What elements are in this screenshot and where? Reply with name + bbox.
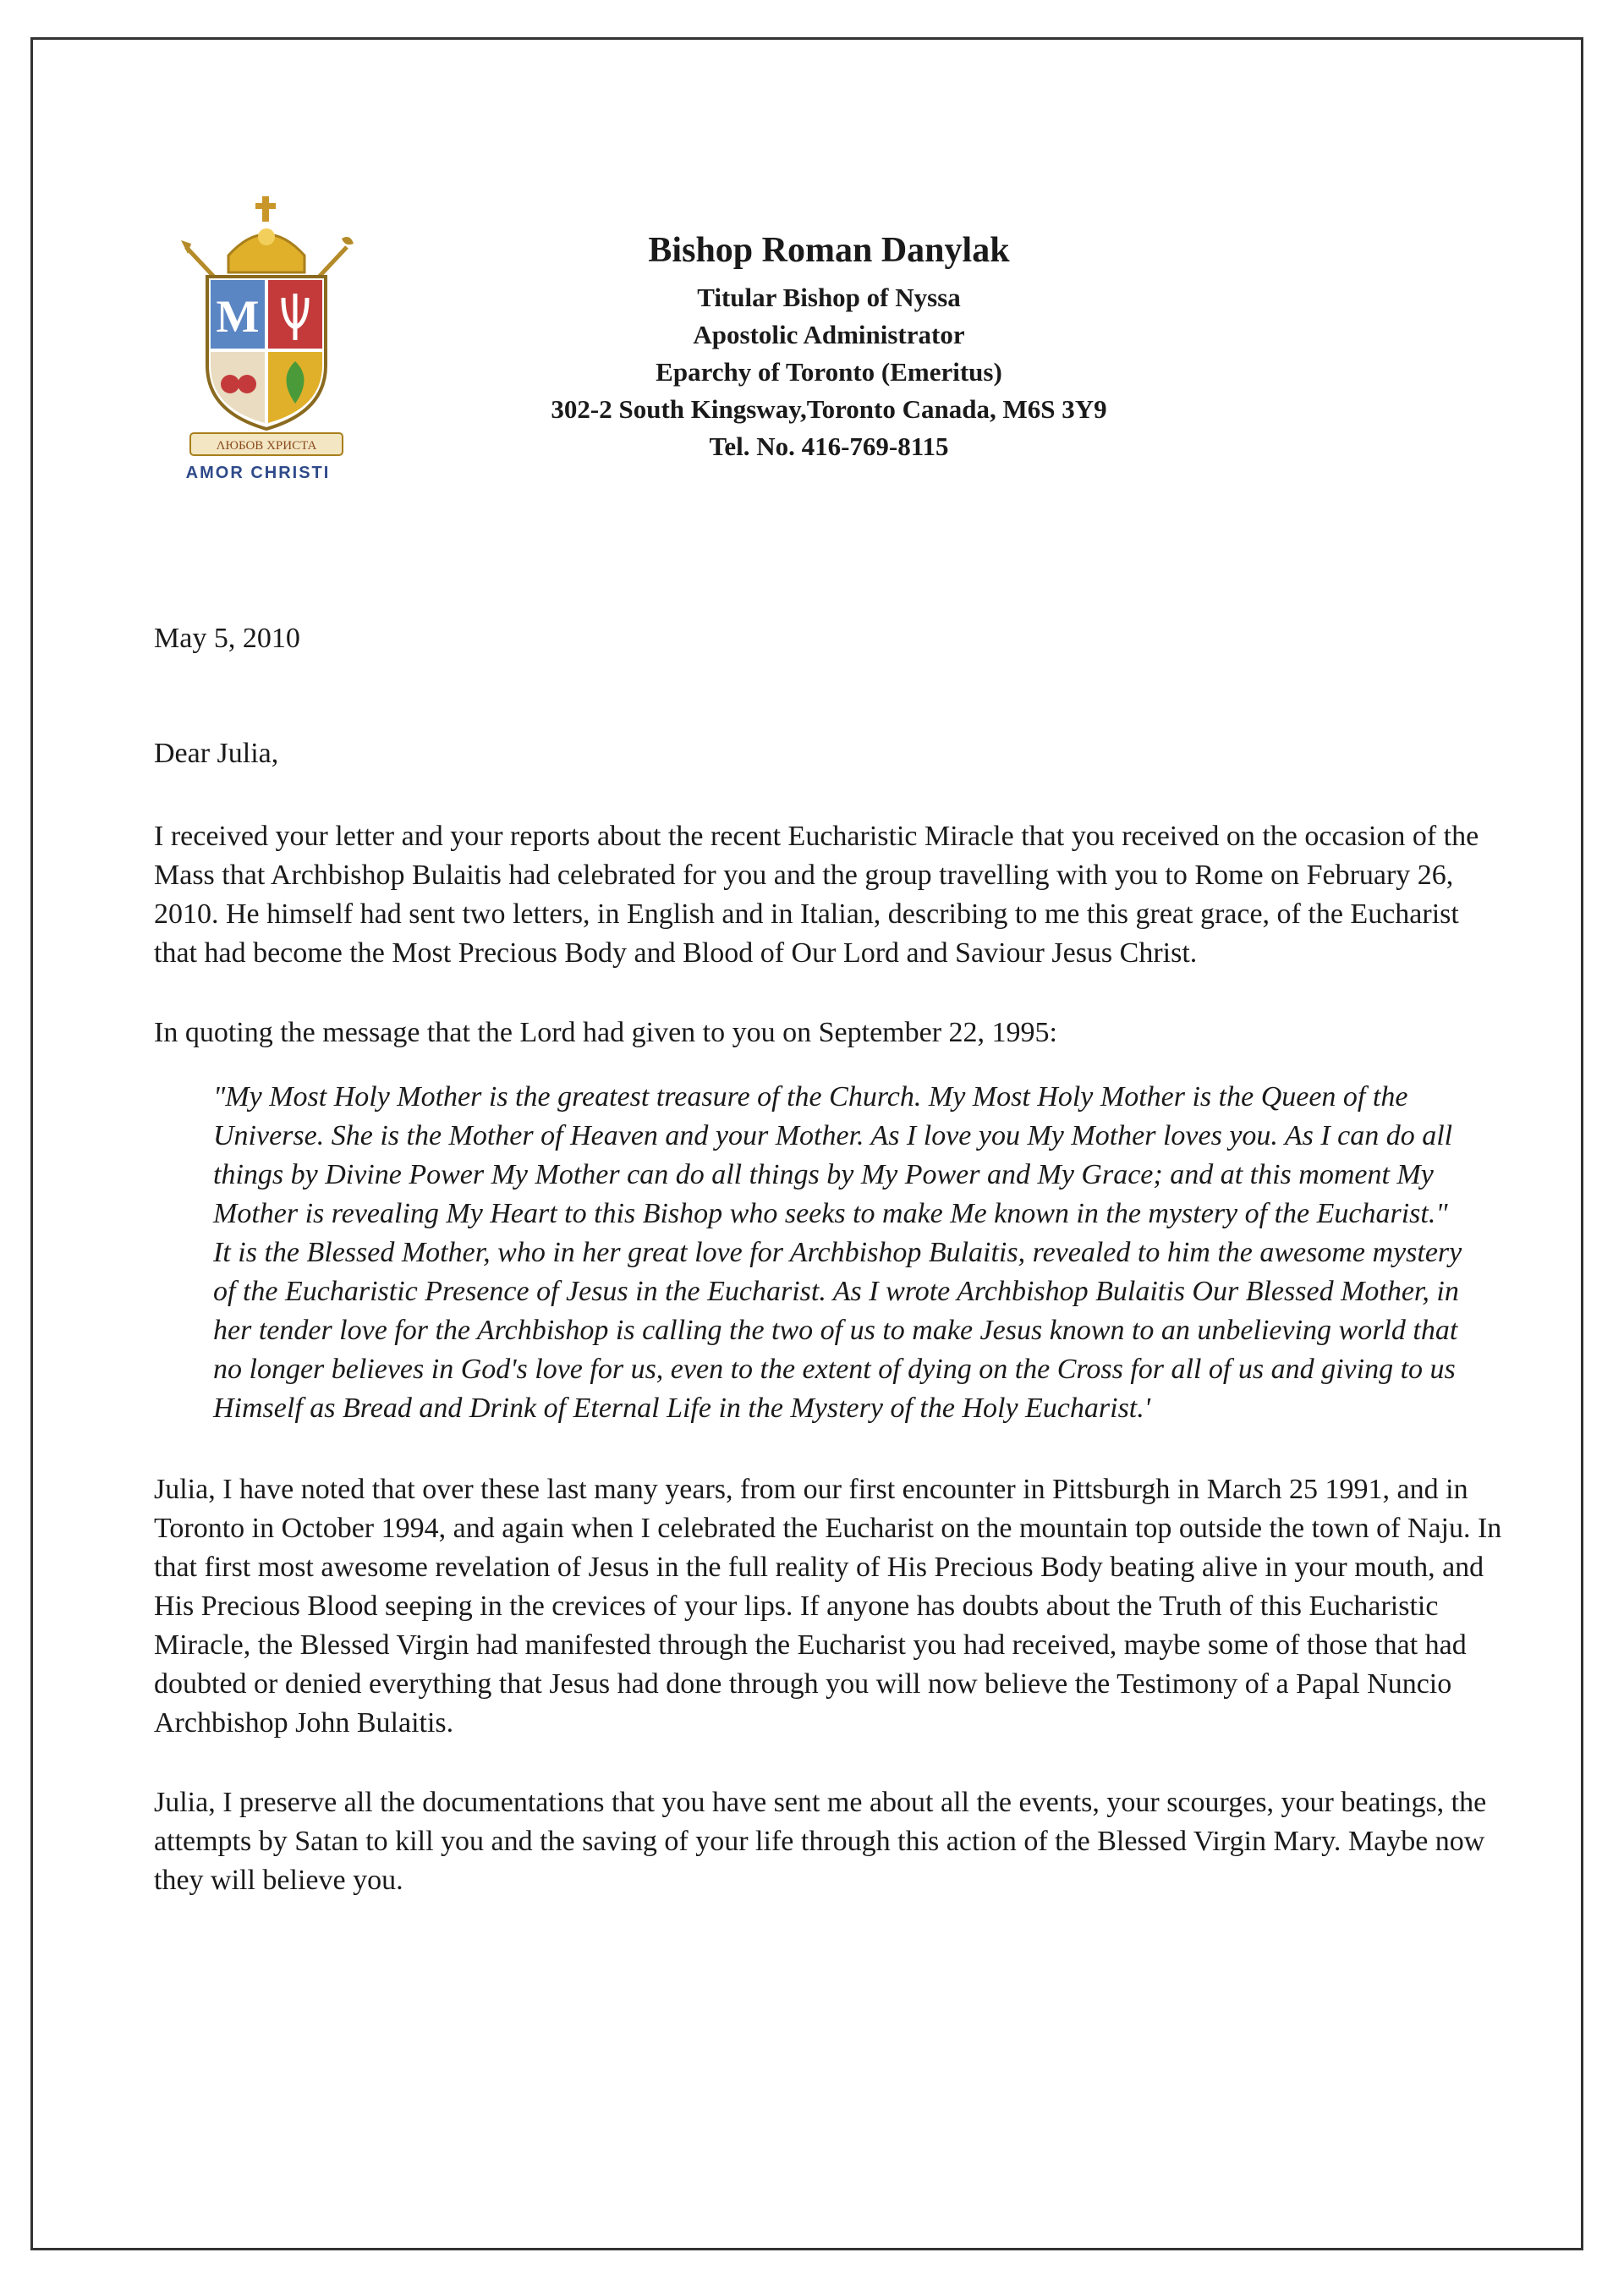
letter-body bbox=[154, 619, 1507, 1941]
letter-quote: "My Most Holy Mother is the greatest treasure of the Church. My Most Holy Mother is the Queen of the Universe. She is the Mother of Heaven and your Mother. As I love you My Mother loves you. As I can do all things by Divine Power My Mother can do all things by My Power and My Grace; and at this moment My Mother is revealing My Heart to this Bishop who seeks to make Me known in the mystery of the Eucharist." It is the Blessed Mother, who in her great love for Archbishop Bulaitis, revealed to him the awesome mystery of the Eucharistic Presence of Jesus in the Eucharist. As I wrote Archbishop Bulaitis Our Blessed Mother, in her tender love for the Archbishop is calling the two of us to make Jesus known to an unbelieving world that no longer believes in God's love for us, even to the extent of dying on the Cross for all of us and giving to us Himself as Bread and Drink of Eternal Life in the Mystery of the Holy Eucharist.' bbox=[213, 1081, 1462, 1424]
sender-name: Bishop Roman Danylak bbox=[648, 231, 1010, 270]
letter-paragraph-2: Julia, I have noted that over these last many years, from our first encounter in Pittsburgh in March 25 1991, and in Toronto in October 1994, and again when I celebrated the Eucharist on the mountain top outside the town of Naju. In that first most awesome revelation of Jesus in the full reality of His Precious Body beating alive in your mouth, and His Precious Blood seeping in the crevices of your lips. If anyone has doubts about the Truth of this Eucharistic Miracle, the Blessed Virgin had manifested through the Eucharist you had received, maybe some of those that had doubted or denied everything that Jesus had done through you will now believe the Testimony of a Papal Nuncio Archbishop John Bulaitis. bbox=[154, 1474, 1502, 1739]
letter-paragraph-3: Julia, I preserve all the documentations that you have sent me about all the events, your scourges, your beatings, the attempts by Satan to kill you and the saving of your life through this action of the Blessed Virgin Mary. Maybe now they will believe you. bbox=[154, 1787, 1487, 1896]
sender-title-1: Titular Bishop of Nyssa bbox=[697, 283, 961, 312]
crest-motto: AMOR CHRISTI bbox=[185, 464, 331, 482]
sender-title-2: Apostolic Administrator bbox=[693, 320, 965, 349]
coat-of-arms-icon bbox=[169, 196, 364, 459]
letter-date: May 5, 2010 bbox=[154, 623, 300, 654]
letterhead bbox=[491, 230, 1167, 465]
letter-salutation: Dear Julia, bbox=[154, 738, 279, 769]
crest-banner-text: ΛЮБОВ ХРИСТА bbox=[216, 439, 317, 453]
letter-paragraph-1: I received your letter and your reports about the recent Eucharistic Miracle that you received on the occasion of the Mass that Archbishop Bulaitis had celebrated for you and the group travelling with you to Rome on February 26, 2010. He himself had sent two letters, in English and in Italian, describing to me this great grace, of the Eucharist that had become the Most Precious Body and Blood of Our Lord and Saviour Jesus Christ. bbox=[154, 821, 1479, 969]
sender-title-3: Eparchy of Toronto (Emeritus) bbox=[656, 357, 1002, 387]
sender-address: 302-2 South Kingsway,Toronto Canada, M6S 3Y9 bbox=[551, 394, 1107, 424]
sender-phone: Tel. No. 416-769-8115 bbox=[709, 431, 949, 461]
letter-quote-intro: In quoting the message that the Lord had given to you on September 22, 1995: bbox=[154, 1017, 1057, 1048]
svg-text:M: M bbox=[216, 291, 260, 342]
